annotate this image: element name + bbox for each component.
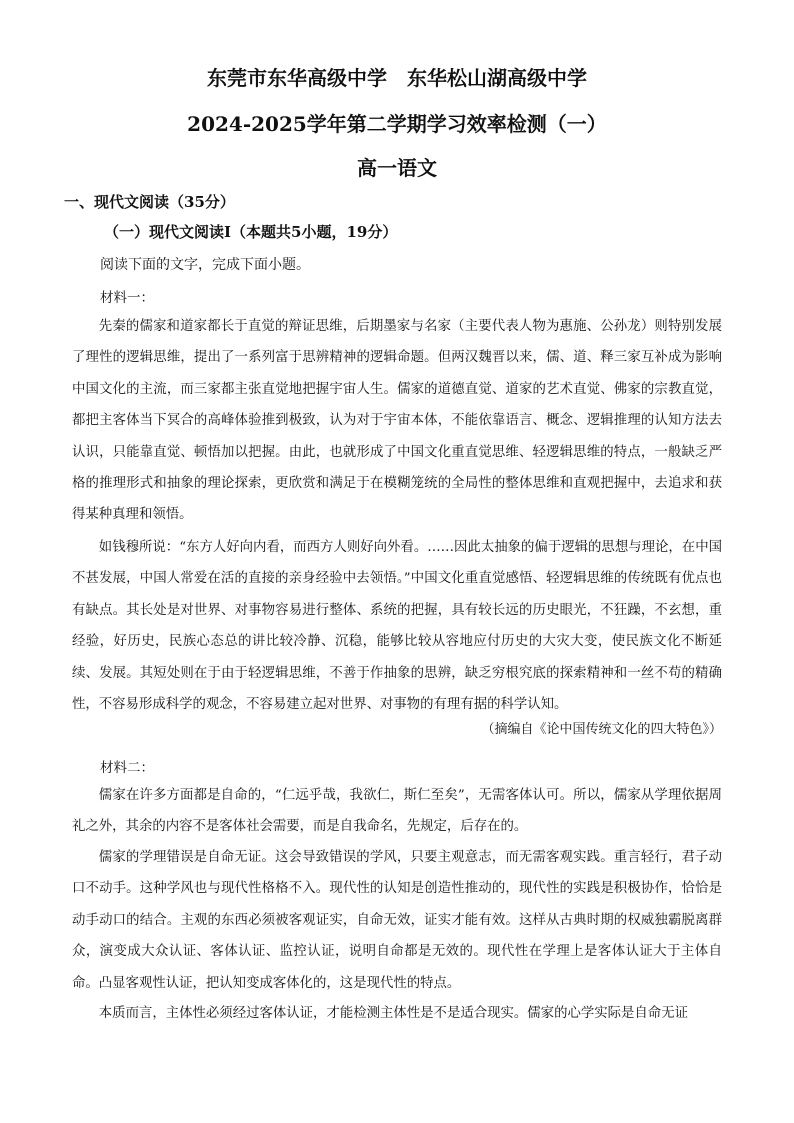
material-two-paragraph: 儒家在许多方面都是自命的，“仁远乎哉，我欲仁，斯仁至矣”，无需客体认可。所以，儒家从学理依据周礼之外，其余的内容不是客体社会需要，而是自我命名，先规定，后存在的。 xyxy=(72,788,722,835)
reading-instruction: 阅读下面的文字，完成下面小题。 xyxy=(100,257,310,273)
material-two-paragraph: 儒家的学理错误是自命无证。这会导致错误的学风，只要主观意志，而无需客观实践。重言轻行，君子动口不动手。这种学风也与现代性格格不入。现代性的认知是创造性推动的，现代性的实践是积极协作，恰恰是动手动口的结合。主观的东西必须被客观证实，自命无效，证实才能有效。这样从古典时期的权威独霸脱离群众，演变成大众认证、客体认证、监控认证，说明自命都是无效的。现代性在学理上是客体认证大于主体自命。凸显客观性认证，把认知变成客体化的，这是现代性的特点。 xyxy=(72,850,722,991)
material-one-paragraph: 先秦的儒家和道家都长于直觉的辩证思维，后期墨家与名家（主要代表人物为惠施、公孙龙）则特别发展了理性的逻辑思维，提出了一系列富于思辨精神的逻辑命题。但两汉魏晋以来，儒、道、释三家互补成为影响中国文化的主流，而三家都主张直觉地把握宇宙人生。儒家的道德直觉、道家的艺术直觉、佛家的宗教直觉，都把主客体当下冥合的高峰体验推到极致，认为对于宇宙本体，不能依靠语言、概念、逻辑推理的认知方法去认识，只能靠直觉、顿悟加以把握。由此，也就形成了中国文化重直觉思维、轻逻辑思维的特点，一般缺乏严格的推理形式和抽象的理论探索，更欣赏和满足于在模糊笼统的全局性的整体思维和直观把握中，去追求和获得某种真理和领悟。 xyxy=(72,319,722,523)
subsection-heading: （一）现代文阅读Ⅰ（本题共5小题，19分） xyxy=(104,223,398,241)
subject-title: 高一语文 xyxy=(357,156,437,180)
section-heading: 一、现代文阅读（35分） xyxy=(64,193,235,211)
material-two-paragraph: 本质而言，主体性必须经过客体认证，才能检测主体性是不是适合现实。儒家的心学实际是自命无证 xyxy=(98,1006,688,1021)
material-two-label: 材料二： xyxy=(100,760,154,776)
exam-title: 2024-2025学年第二学期学习效率检测（一） xyxy=(187,112,607,136)
material-one-paragraph: 如钱穆所说：“东方人好向内看，而西方人则好向外看。……因此太抽象的偏于逻辑的思想与理论，在中国不甚发展，中国人常爱在活的直接的亲身经验中去领悟。”中国文化重直觉感悟、轻逻辑思维的传统既有优点也有缺点。其长处是对世界、对事物容易进行整体、系统的把握，具有较长远的历史眼光，不狂躁，不玄想，重经验，好历史，民族心态总的讲比较冷静、沉稳，能够比较从容地应付历史的大灾大变，使民族文化不断延续、发展。其短处则在于由于轻逻辑思维，不善于作抽象的思辨，缺乏穷根究底的探索精神和一丝不苟的精确性，不容易形成科学的观念，不容易建立起对世界、对事物的有理有据的科学认知。 xyxy=(72,540,722,713)
material-one-citation: （摘编自《论中国传统文化的四大特色》） xyxy=(481,722,722,737)
material-one-label: 材料一： xyxy=(100,290,154,306)
school-title: 东莞市东华高级中学 东华松山湖高级中学 xyxy=(207,66,587,90)
